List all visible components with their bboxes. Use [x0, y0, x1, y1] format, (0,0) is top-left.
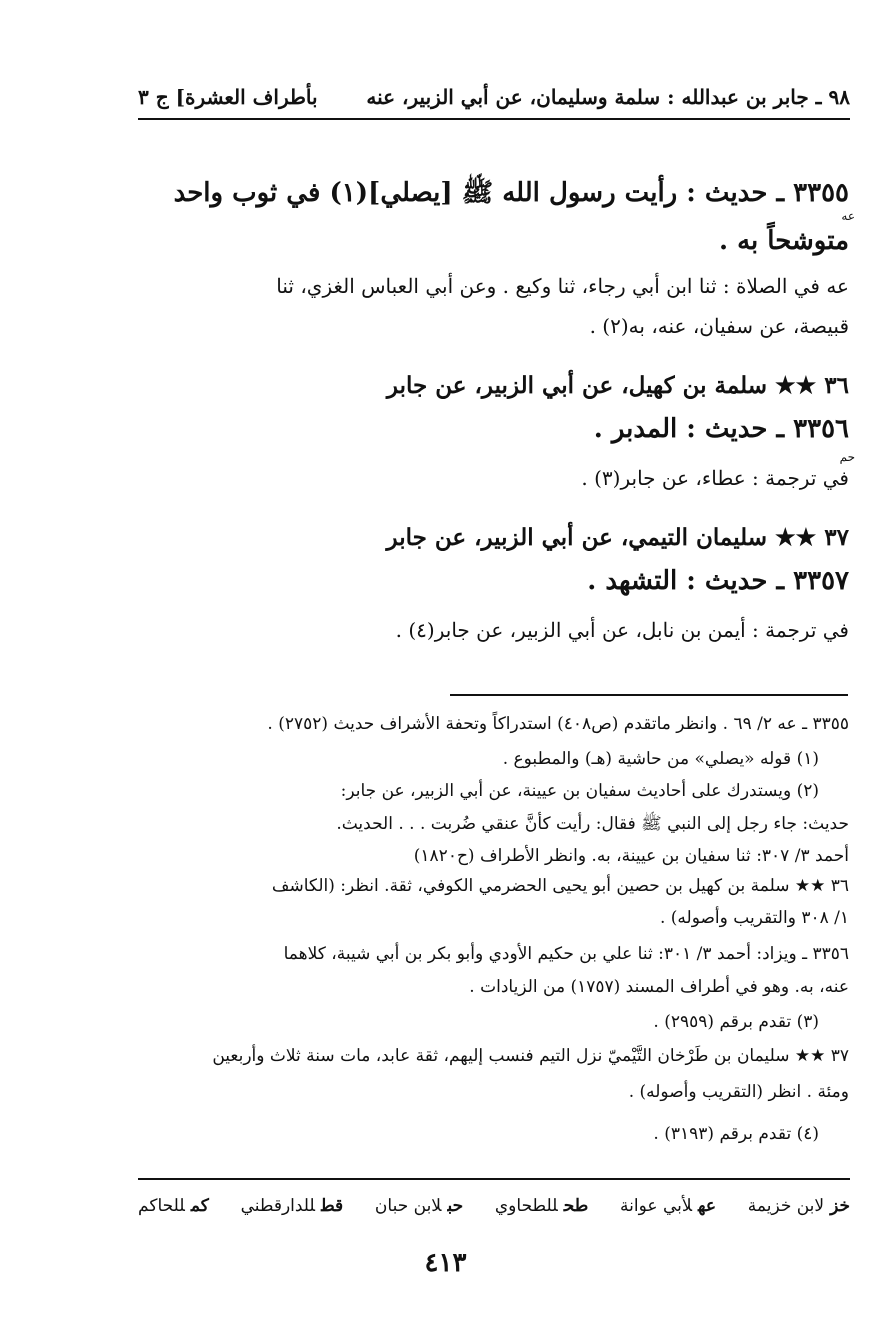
- running-header: [138, 82, 850, 112]
- legend-item: كمللحاكم: [138, 1196, 209, 1216]
- section-36-heading: ٣٦ ★★ سلمة بن كهيل، عن أبي الزبير، عن جابر: [386, 372, 849, 399]
- header-chapter-title: ٩٨ ـ جابر بن عبدالله : سلمة وسليمان، عن أبي الزبير، عنه: [366, 85, 850, 109]
- header-book-volume: بأطراف العشرة] ج ٣: [138, 85, 318, 109]
- hadith-3355-line2: متوشحاً به .: [718, 226, 849, 256]
- abbreviation-legend: [138, 1196, 850, 1216]
- footnote-rule: [450, 694, 848, 696]
- hadith-3356-source: في ترجمة : عطاء، عن جابر(٣) .: [581, 466, 849, 490]
- page-number: ٤١٣: [424, 1248, 467, 1278]
- legend-item: حبلابن حبان: [374, 1196, 464, 1216]
- margin-siglum-ah: عه: [841, 209, 855, 223]
- legend-item: قطللدارقطني: [240, 1196, 344, 1216]
- section-37-heading: ٣٧ ★★ سليمان التيمي، عن أبي الزبير، عن جابر: [386, 524, 849, 551]
- header-rule: [138, 118, 850, 120]
- footnote-line: (٢) ويستدرك على أحاديث سفيان بن عيينة، عن أبي الزبير، عن جابر:: [340, 781, 819, 801]
- legend-item: خزلابن خزيمة: [747, 1196, 850, 1216]
- footnote-line: عنه، به. وهو في أطراف المسند (١٧٥٧) من الزيادات .: [469, 977, 849, 997]
- footnote-line: ٣٧ ★★ سليمان بن طَرْخان التَّيْميّ نزل التيم فنسب إليهم، ثقة عابد، مات سنة ثلاث وأربعين: [212, 1046, 849, 1066]
- footnote-line: ٣٣٥٥ ـ عه ٢/ ٦٩ . وانظر ماتقدم (ص٤٠٨) استدراكاً وتحفة الأشراف حديث (٢٧٥٢) .: [267, 714, 849, 734]
- hadith-3356: ٣٣٥٦ ـ حديث : المدبر .: [593, 414, 849, 444]
- footnote-line: ٣٦ ★★ سلمة بن كهيل بن حصين أبو يحيى الحضرمي الكوفي، ثقة. انظر: (الكاشف: [271, 876, 849, 896]
- footnote-line: ٣٣٥٦ ـ ويزاد: أحمد ٣/ ٣٠١: ثنا علي بن حكيم الأودي وأبو بكر بن أبي شيبة، كلاهما: [283, 944, 849, 964]
- footnote-line: ومئة . انظر (التقريب وأصوله) .: [628, 1082, 849, 1102]
- footnote-line: (٤) تقدم برقم (٣١٩٣) .: [653, 1124, 819, 1144]
- hadith-3357: ٣٣٥٧ ـ حديث : التشهد .: [587, 566, 849, 596]
- hadith-3355-source-line2: قبيصة، عن سفيان، عنه، به(٢) .: [589, 314, 849, 338]
- footnote-line: (١) قوله «يصلي» من حاشية (هـ) والمطبوع .: [502, 749, 819, 769]
- margin-siglum-hm: حم: [839, 450, 855, 464]
- hadith-3357-source: في ترجمة : أيمن بن نابل، عن أبي الزبير، عن جابر(٤) .: [395, 618, 849, 642]
- footer-rule: [138, 1178, 850, 1180]
- legend-item: طحللطحاوي: [494, 1196, 589, 1216]
- footnote-line: ١/ ٣٠٨ والتقريب وأصوله) .: [659, 908, 849, 928]
- footnote-line: أحمد ٣/ ٣٠٧: ثنا سفيان بن عيينة، به. وانظر الأطراف (ح١٨٢٠): [413, 846, 849, 866]
- footnote-line: (٣) تقدم برقم (٢٩٥٩) .: [653, 1012, 819, 1032]
- hadith-3355-source-line1: عه في الصلاة : ثنا ابن أبي رجاء، ثنا وكيع . وعن أبي العباس الغزي، ثنا: [276, 274, 849, 298]
- footnote-line: حديث: جاء رجل إلى النبي ﷺ فقال: رأيت كأنَّ عنقي ضُربت . . . الحديث.: [336, 814, 849, 834]
- hadith-3355-line1: ٣٣٥٥ ـ حديث : رأيت رسول الله ﷺ [يصلي](١) في ثوب واحد: [173, 178, 849, 208]
- legend-item: عهلأبي عوانة: [620, 1196, 716, 1216]
